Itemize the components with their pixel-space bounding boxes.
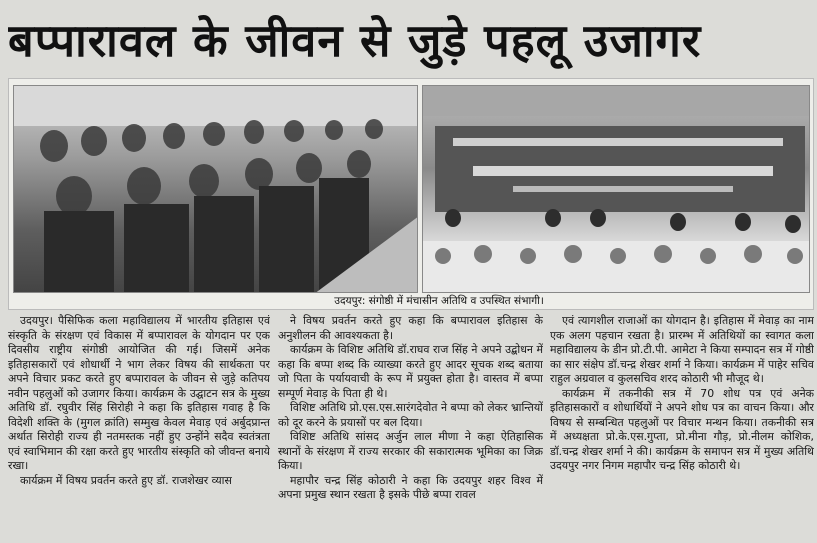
- audience-photo: [13, 85, 418, 293]
- news-photo: [8, 78, 814, 310]
- audience-illustration: [14, 86, 418, 293]
- paragraph: महापौर चन्द्र सिंह कोठारी ने कहा कि उदयपुर शहर विश्व में अपना प्रमुख स्थान रखता है इसके पीछे बप्पा रावल: [278, 473, 543, 501]
- paragraph: विशिष्ट अतिथि सांसद अर्जुन लाल मीणा ने कहा ऐतिहासिक स्थानों के संरक्षण में राज्य सरकार की सकारात्मक भूमिका का जिक्र किया।: [278, 430, 543, 472]
- stage-illustration: [423, 86, 810, 293]
- paragraph: कार्यक्रम में विषय प्रवर्तन करते हुए डॉ. राजशेखर व्यास: [20, 473, 232, 487]
- paragraph: उदयपुर। पैसिफिक कला महाविद्यालय में भारतीय इतिहास एवं संस्कृति के संरक्षण एवं विकास में बप्पारावल के योगदान पर एक दिवसीय राष्ट्रीय संगोष्ठी आयोजित की गई। जिसमें अनेक इतिहासकारों एवं शोधार्थी ने भाग लेकर विषय की सार्थकता पर अपने विचार प्रकट करते हुए बप्पारावल के जीवन से जुड़े कतिपय नवीन पहलुओं को उजागर किया। कार्यक्रम के उद्घाटन सत्र के मुख्य अतिथि डॉ. रघुवीर सिंह सिरोही ने कहा कि इतिहास गवाह है कि विदेशी शक्ति के (मुगल क्रांति) सम्मुख केवल मेवाड़ एवं अर्बुदप्रान्त अर्थात सिरोही राज्य ही नतमस्तक नहीं हुए उन्होंने सदैव स्वतंत्रता एवं स्वाभिमान की रक्षा करते हुए भारतीय संस्कृति को जीवन्त बनाये रखा।: [8, 314, 270, 472]
- article-column-1: [8, 314, 270, 542]
- paragraph: कार्यक्रम के विशिष्ट अतिथि डॉ.राघव राज सिंह ने अपने उद्बोधन में कहा कि बप्पा शब्द कि व्याख्या करते हुए आदर सूचक शब्द बताया जो पिता के पर्यायवाची के रूप में प्रयुक्त होता है। वास्तव में बप्पा सम्पूर्ण मेवाड़ के पिता ही थे।: [278, 343, 543, 400]
- stage-photo: [422, 85, 810, 293]
- paragraph: विशिष्ट अतिथि प्रो.एस.एस.सारंगदेवोत ने बप्पा को लेकर भ्रान्तियों को दूर करने के प्रयासों पर बल दिया।: [278, 401, 543, 429]
- article-column-3: [550, 314, 814, 542]
- paragraph: एवं त्यागशील राजाओं का योगदान है। इतिहास में मेवाड़ का नाम एक अलग पहचान रखता है। प्रारम्भ में अतिथियों का स्वागत कला महाविद्यालय के डीन प्रो.टी.पी. आमेटा ने किया सम्पादन सत्र में गोष्ठी का सार संक्षेप डॉ.चन्द्र शेखर शर्मा ने किया। कार्यक्रम में पाहेर सचिव राहुल अग्रवाल व कुलसचिव शरद कोठारी भी मौजूद थे।: [550, 314, 814, 385]
- paragraph: ने विषय प्रवर्तन करते हुए कहा कि बप्पारावल इतिहास के अनुशीलन की आवश्यकता है।: [278, 314, 543, 342]
- headline: बप्पारावल के जीवन से जुड़े पहलू उजागर: [8, 14, 702, 67]
- paragraph: कार्यक्रम में तकनीकी सत्र में 70 शोध पत्र एवं अनेक इतिहासकारों व शोधार्थियों ने अपने शोध पत्र का वाचन किया। और विषय से सम्बन्धित पहलुओं पर विचार मन्थन किया। तकनीकी सत्र में अध्यक्षता प्रो.के.एस.गुप्ता, प्रो.मीना गौड़, प्रो.नीलम कोशिक, डॉ.चन्द्र शेखर शर्मा ने की। कार्यक्रम के समापन सत्र में मुख्य अतिथि उदयपुर नगर निगम महापौर चन्द्र सिंह कोठारी थे।: [550, 386, 814, 472]
- article-column-2: [278, 314, 543, 542]
- photo-caption: उदयपुर: संगोष्ठी में मंचासीन अतिथि व उपस्थित संभागी।: [334, 295, 544, 307]
